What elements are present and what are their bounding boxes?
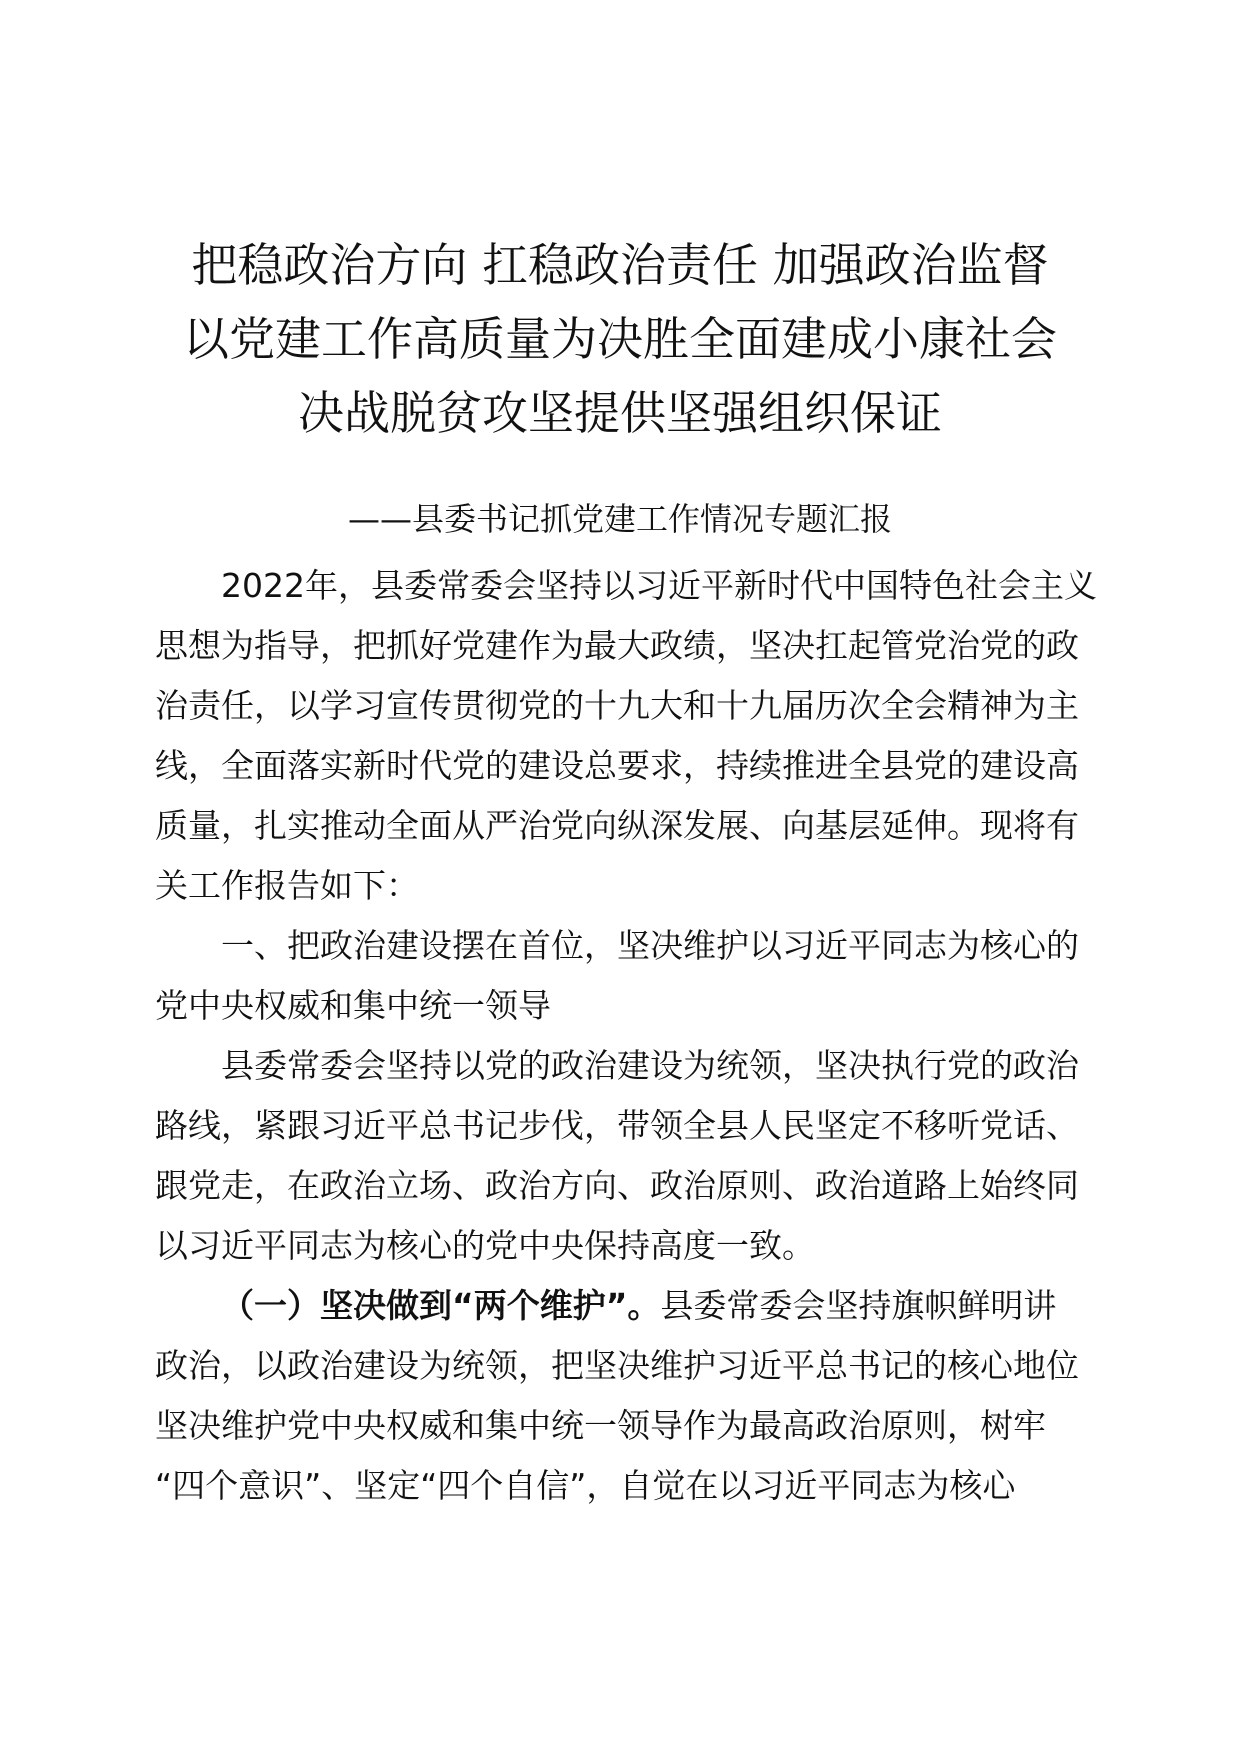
- document-title: [150, 228, 1090, 450]
- paragraph-line: 跟党走，在政治立场、政治方向、政治原则、政治道路上始终同: [155, 1166, 1079, 1205]
- paragraph-intro: [155, 556, 1095, 916]
- paragraph-line: 以习近平同志为核心的党中央保持高度一致。: [155, 1226, 815, 1265]
- paragraph-line: 关工作报告如下：: [155, 866, 419, 905]
- heading-line: 党中央权威和集中统一领导: [155, 986, 551, 1025]
- title-line-3: 决战脱贫攻坚提供坚强组织保证: [298, 386, 942, 440]
- paragraph-line: 2022年，县委常委会坚持以习近平新时代中国特色社会主义: [221, 566, 1097, 605]
- document-body: [155, 556, 1095, 1516]
- paragraph-line: “四个意识”、坚定“四个自信”，自觉在以习近平同志为核心: [155, 1466, 1016, 1505]
- heading-line: 一、把政治建设摆在首位，坚决维护以习近平同志为核心的: [221, 926, 1079, 965]
- paragraph-line: 质量，扎实推动全面从严治党向纵深发展、向基层延伸。现将有: [155, 806, 1079, 845]
- paragraph-line: 政治，以政治建设为统领，把坚决维护习近平总书记的核心地位: [155, 1346, 1079, 1385]
- paragraph-subsection-1: [155, 1276, 1095, 1516]
- paragraph-line: 思想为指导，把抓好党建作为最大政绩，坚决扛起管党治党的政: [155, 626, 1079, 665]
- paragraph-line-with-lead: [155, 1276, 1095, 1336]
- subsection-lead: （一）坚决做到“两个维护”。: [221, 1286, 661, 1325]
- title-line-1: 把稳政治方向 扛稳政治责任 加强政治监督: [191, 238, 1049, 292]
- paragraph-line: 县委常委会坚持以党的政治建设为统领，坚决执行党的政治: [221, 1046, 1079, 1085]
- paragraph-line: 路线，紧跟习近平总书记步伐，带领全县人民坚定不移听党话、: [155, 1106, 1079, 1145]
- paragraph-line-rest: 县委常委会坚持旗帜鲜明讲: [660, 1286, 1057, 1325]
- section-heading-1: [155, 916, 1095, 1036]
- paragraph-line: 线，全面落实新时代党的建设总要求，持续推进全县党的建设高: [155, 746, 1079, 785]
- paragraph-line: 治责任，以学习宣传贯彻党的十九大和十九届历次全会精神为主: [155, 686, 1079, 725]
- document-subtitle: ——县委书记抓党建工作情况专题汇报: [347, 500, 892, 538]
- paragraph-section-1: [155, 1036, 1095, 1276]
- title-line-2: 以党建工作高质量为决胜全面建成小康社会: [183, 312, 1057, 366]
- paragraph-line: 坚决维护党中央权威和集中统一领导作为最高政治原则，树牢: [155, 1406, 1046, 1445]
